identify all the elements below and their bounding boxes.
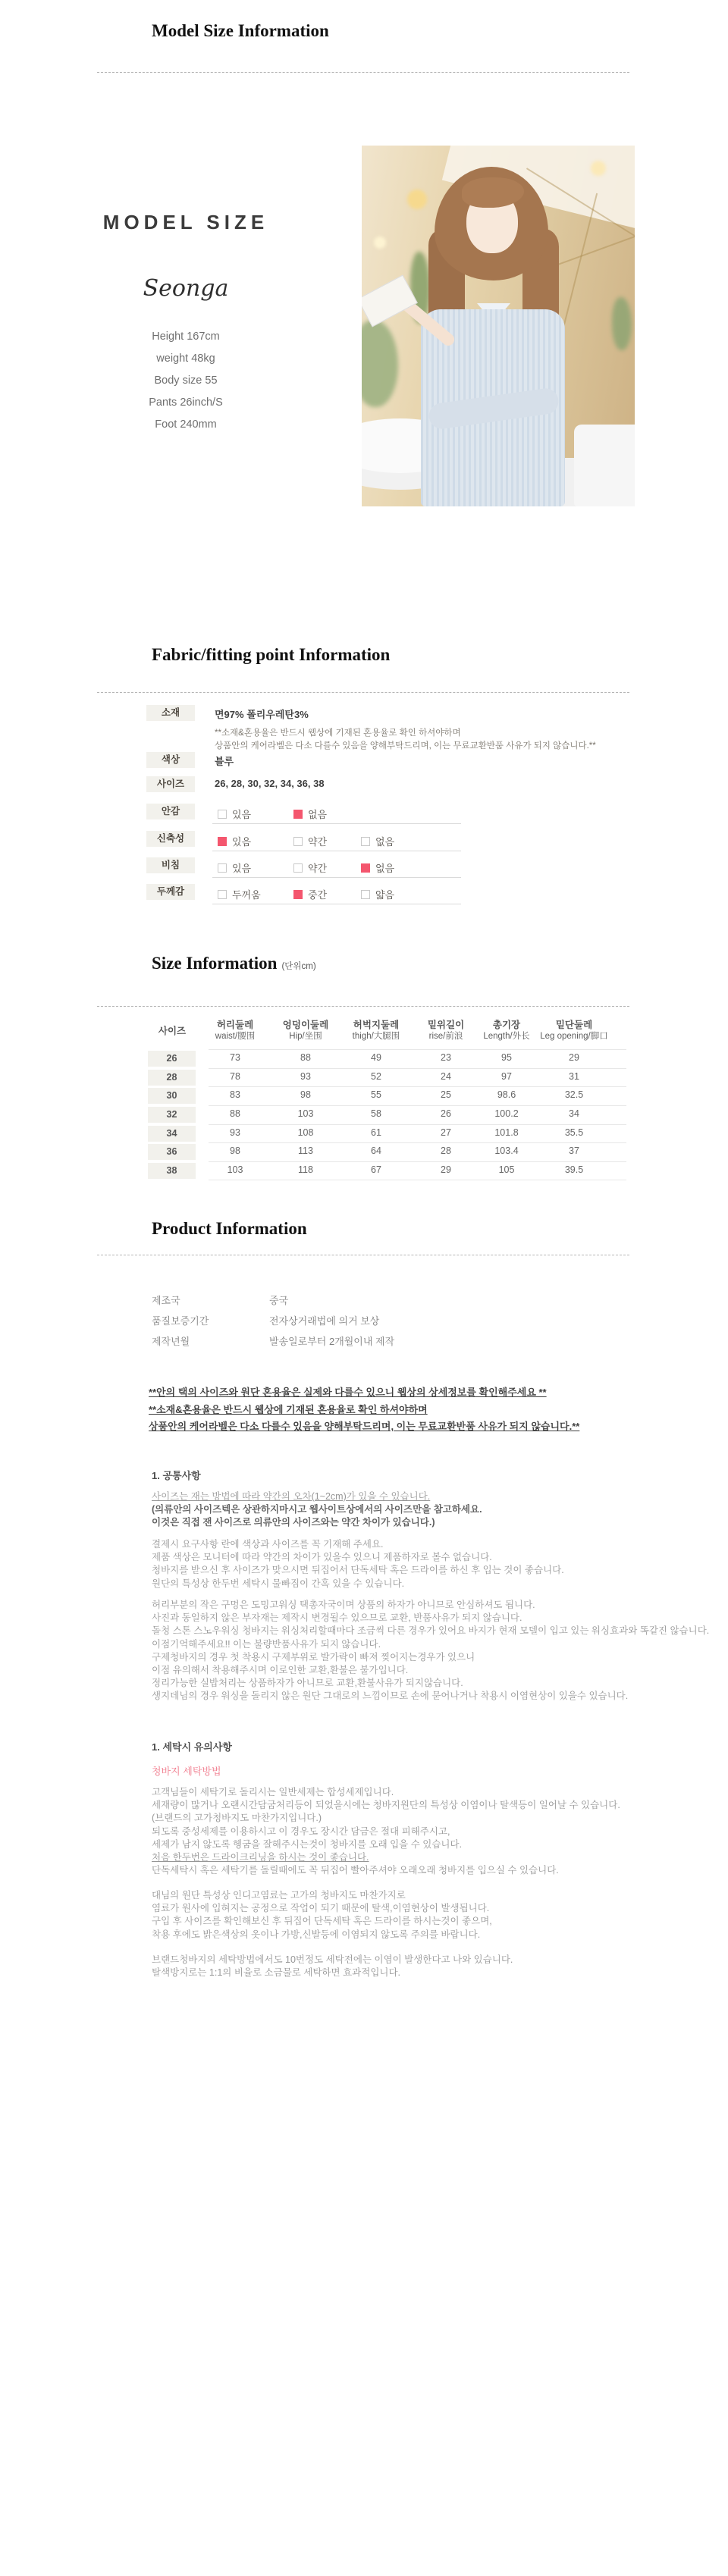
size-cell: 78 [230, 1071, 240, 1082]
fabric-option-label: 있음 [232, 809, 252, 820]
size-cell: 118 [298, 1164, 313, 1175]
section-title-model-size: Model Size Information [152, 21, 329, 40]
size-row-separator [209, 1068, 626, 1069]
size-column-subname: Length/外长 [483, 1032, 530, 1041]
model-stat-line: Height 167cm [152, 331, 220, 343]
size-cell: 95 [501, 1052, 512, 1063]
photo-chair [574, 425, 635, 506]
size-column-name: 엉덩이둘레 [282, 1020, 329, 1030]
size-cell: 98 [230, 1145, 240, 1156]
photo-bokeh-light [591, 161, 606, 176]
note-text-line: 정리가능한 실밥처리는 상품하자가 아니므로 교환,환불사유가 되지않습니다. [152, 1678, 463, 1689]
fabric-option-label: 얇음 [375, 889, 395, 901]
size-cell: 88 [300, 1052, 311, 1063]
checkbox-checked-icon [361, 863, 370, 873]
fabric-row-value: 블루 [215, 756, 234, 767]
product-info-value: 전자상거래법에 의거 보상 [269, 1315, 380, 1327]
size-row-separator [209, 1142, 626, 1143]
note-text-line: 단독세탁시 혹은 세탁기를 돌릴때에도 꼭 뒤집어 빨아주셔야 오래오래 청바지를 입으실 수 있습니다. [152, 1865, 559, 1876]
size-cell: 29 [441, 1164, 451, 1175]
fabric-row-label: 비침 [146, 857, 195, 873]
product-info-label: 제조국 [152, 1295, 180, 1306]
size-column-header [532, 1020, 616, 1042]
fabric-row-value: 면97% 폴리우레탄3% [215, 709, 309, 720]
section-title-product: Product Information [152, 1219, 307, 1238]
note-text-line: 브랜드청바지의 세탁방법에서도 10번정도 세탁전에는 이염이 발생한다고 나와 있습니다. [152, 1954, 513, 1965]
size-cell: 105 [498, 1164, 515, 1175]
fabric-option-label: 약간 [308, 836, 328, 848]
model-name: Seonga [143, 275, 229, 302]
size-column-subname: Leg opening/脚口 [540, 1032, 608, 1041]
model-stat-line: Foot 240mm [155, 418, 217, 431]
size-cell: 25 [441, 1089, 451, 1100]
section-title-fabric: Fabric/fitting point Information [152, 645, 391, 664]
fabric-row-label: 신축성 [146, 831, 195, 847]
fabric-option [361, 887, 394, 901]
size-cell: 26 [441, 1108, 451, 1119]
size-cell: 103.4 [494, 1145, 519, 1156]
fabric-option [218, 807, 251, 821]
warning-line: **소재&혼용율은 반드시 웹상에 기재된 혼용율로 확인 하셔야하며 [149, 1403, 428, 1415]
fabric-option [218, 834, 251, 848]
note-text-line: 대님의 원단 특성상 인디고염료는 고가의 청바지도 마찬가지로 [152, 1890, 406, 1901]
fabric-option [293, 860, 327, 875]
fabric-row-label: 안감 [146, 804, 195, 819]
fabric-option [361, 834, 394, 848]
fabric-row-value: 26, 28, 30, 32, 34, 36, 38 [215, 778, 325, 789]
note-text-line: (의류안의 사이즈텍은 상관하지마시고 웹사이트상에서의 사이즈만을 참고하세요. [152, 1504, 482, 1515]
size-row-label: 34 [148, 1126, 196, 1142]
size-cell: 67 [371, 1164, 381, 1175]
size-cell: 58 [371, 1108, 381, 1119]
size-cell: 37 [569, 1145, 579, 1156]
size-row-label: 38 [148, 1163, 196, 1179]
size-column-subname: thigh/大腿围 [352, 1032, 400, 1041]
size-row-label: 28 [148, 1070, 196, 1086]
note-text-line: 이것은 직접 잰 사이즈로 의류안의 사이즈와는 약간 차이가 있습니다.) [152, 1517, 435, 1528]
size-title-text: Size Information [152, 954, 278, 973]
size-column-name: 허벅지둘레 [353, 1020, 400, 1030]
size-column-name: 허리둘레 [216, 1020, 254, 1030]
size-row-separator [209, 1161, 626, 1162]
checkbox-checked-icon [293, 890, 303, 899]
fabric-row-label: 색상 [146, 752, 195, 768]
note-text-line: 되도록 중성세제를 이용하시고 이 경우도 장시간 담금은 절대 피해주시고, [152, 1825, 450, 1837]
note-text-line: (브랜드의 고가청바지도 마찬가지입니다.) [152, 1813, 322, 1824]
note-text-line: 원단의 특성상 한두번 세탁시 물빠짐이 간혹 있을 수 있습니다. [152, 1578, 405, 1589]
size-row-separator [209, 1086, 626, 1087]
model-stat-line: Pants 26inch/S [149, 396, 223, 409]
common-notes-heading: 1. 공통사항 [152, 1470, 201, 1481]
product-info-label: 품질보증기간 [152, 1315, 209, 1327]
size-column-name: 밑위길이 [427, 1020, 465, 1030]
size-column-subname: rise/前浪 [428, 1032, 463, 1041]
checkbox-unchecked-icon [361, 837, 370, 846]
size-cell: 31 [569, 1071, 579, 1082]
note-text-line: 탈색방지로는 1:1의 비율로 소금물로 세탁하면 효과적입니다. [152, 1967, 401, 1979]
product-info-label: 제작년월 [152, 1336, 190, 1347]
size-cell: 49 [371, 1052, 381, 1063]
fabric-note [215, 727, 596, 752]
size-row-separator [209, 1124, 626, 1125]
size-row-label: 36 [148, 1144, 196, 1160]
size-cell: 88 [230, 1108, 240, 1119]
size-cell: 24 [441, 1071, 451, 1082]
note-text-line: 이점기억해주세요!! 이는 불량반품사유가 되지 않습니다. [152, 1638, 381, 1650]
note-text-line: 구입 후 사이즈를 확인해보신 후 뒤집어 단독세탁 혹은 드라이를 하시는것이 좋으며, [152, 1916, 492, 1927]
size-column-name: 총기장 [492, 1020, 521, 1030]
model-info-column [67, 211, 305, 436]
size-cell: 100.2 [494, 1108, 519, 1119]
checkbox-unchecked-icon [361, 890, 370, 899]
note-text-line: 세재량이 많거나 오랜시간담굼처리등이 되었을시에는 청바지원단의 특성상 이염이나 탈색등이 일어날 수 있습니다. [152, 1800, 620, 1811]
size-cell: 101.8 [494, 1127, 519, 1138]
photo-plant [362, 320, 398, 407]
size-cell: 52 [371, 1071, 381, 1082]
note-text-line: 세제가 남지 않도록 헹굼을 잘해주시는것이 청바지를 오래 입을 수 있습니다. [152, 1838, 463, 1850]
fabric-option-label: 없음 [308, 809, 328, 820]
note-text-line: 생지데님의 경우 워싱을 돌리지 않은 원단 그대로의 느낌이므로 손에 묻어나거나 착용시 이염현상이 있을수 있습니다. [152, 1691, 629, 1702]
size-cell: 83 [230, 1089, 240, 1100]
size-cell: 103 [297, 1108, 314, 1119]
product-info-value: 발송일로부터 2개월이내 제작 [269, 1336, 395, 1347]
warning-line: **안의 택의 사이즈와 원단 혼용율은 실제와 다를수 있으니 웹상의 상세정보를 확인해주세요 ** [149, 1387, 547, 1398]
fabric-option [293, 807, 327, 821]
fabric-option-label: 두꺼움 [232, 889, 261, 901]
fabric-option [293, 834, 327, 848]
size-column-name: 밑단둘레 [555, 1020, 593, 1030]
size-row-separator [209, 1049, 626, 1050]
size-cell: 103 [227, 1164, 243, 1175]
size-cell: 108 [297, 1127, 314, 1138]
size-column-subname: Hip/坐围 [289, 1032, 322, 1041]
photo-magazine [362, 274, 418, 327]
checkbox-unchecked-icon [218, 890, 227, 899]
common-notes-paragraph [152, 1490, 482, 1530]
fabric-note-line: 상품안의 케어라벨은 다소 다를수 있음을 양해부탁드리며, 이는 무료교환반품 사유가 되지 않습니다.** [215, 741, 596, 751]
model-stat-line: Body size 55 [154, 374, 218, 387]
dashed-divider [97, 692, 629, 693]
size-row-label: 30 [148, 1088, 196, 1104]
size-row-label: 26 [148, 1051, 196, 1067]
fabric-option-underline [212, 877, 461, 878]
checkbox-checked-icon [293, 810, 303, 819]
size-column-subname: waist/腰围 [215, 1032, 256, 1041]
size-cell: 29 [569, 1052, 579, 1063]
size-column-name: 사이즈 [158, 1026, 187, 1036]
size-cell: 32.5 [564, 1089, 584, 1100]
fabric-row-label: 사이즈 [146, 776, 195, 792]
photo-plant [612, 297, 632, 350]
size-cell: 35.5 [564, 1127, 584, 1138]
dashed-divider [97, 72, 629, 73]
fabric-option [293, 887, 327, 901]
size-cell: 39.5 [564, 1164, 584, 1175]
size-cell: 93 [300, 1071, 311, 1082]
size-cell: 28 [441, 1145, 451, 1156]
size-cell: 113 [298, 1145, 313, 1156]
note-text-line: 처음 한두번은 드라이크리닝을 하시는 것이 좋습니다. [152, 1851, 369, 1863]
wash-notes-paragraph [152, 1889, 492, 1941]
warning-line: 상품안의 케어라벨은 다소 다를수 있음을 양해부탁드리며, 이는 무료교환반품 사유가 되지 않습니다.** [149, 1421, 580, 1432]
size-cell: 23 [441, 1052, 451, 1063]
size-cell: 93 [230, 1127, 240, 1138]
note-text-line: 돌청 스톤 스노우워싱 청바지는 워싱처리할때마다 조금씩 다른 경우가 있어요 바지가 현재 모델이 입고 있는 워싱효과와 똑같진 않습니다. [152, 1625, 710, 1637]
product-info-value: 중국 [269, 1295, 289, 1306]
note-text-line: 고객님들이 세탁기로 돌리시는 일반세제는 합성세제입니다. [152, 1787, 394, 1797]
model-photo [362, 146, 635, 506]
dashed-divider [97, 1006, 629, 1007]
fabric-option-label: 있음 [232, 836, 252, 848]
wash-notes-paragraph [152, 1786, 620, 1877]
checkbox-unchecked-icon [218, 810, 227, 819]
checkbox-unchecked-icon [293, 863, 303, 873]
size-row-label: 32 [148, 1107, 196, 1123]
size-row-separator [209, 1105, 626, 1106]
size-cell: 61 [371, 1127, 381, 1138]
common-notes-paragraph [152, 1599, 709, 1703]
fabric-note-line: **소재&혼용율은 반드시 웹상에 기재된 혼용율로 확인 하셔야하며 [215, 729, 461, 738]
note-text-line: 염료가 원사에 입혀지는 공정으로 작업이 되기 때문에 탈색,이염현상이 발생됩니다. [152, 1903, 490, 1914]
checkbox-checked-icon [218, 837, 227, 846]
fabric-option-underline [212, 823, 461, 824]
checkbox-unchecked-icon [293, 837, 303, 846]
note-text-line: 사이즈는 재는 방법에 따라 약간의 오차(1~2cm)가 있을 수 있습니다. [152, 1491, 431, 1502]
fabric-option-label: 없음 [375, 863, 395, 874]
model-size-heading: MODEL SIZE [102, 211, 269, 233]
photo-bokeh-light [374, 237, 386, 249]
photo-beam [560, 193, 598, 341]
checkbox-unchecked-icon [218, 863, 227, 873]
photo-bokeh-light [407, 190, 427, 209]
size-cell: 73 [230, 1052, 240, 1063]
note-text-line: 청바지를 받으신 후 사이즈가 맞으시면 뒤집어서 단독세탁 혹은 드라이를 하신 후 입는 것이 좋습니다. [152, 1565, 564, 1576]
fabric-option [361, 860, 394, 875]
wash-notes-heading: 1. 세탁시 유의사항 [152, 1741, 232, 1753]
size-unit-label: (단위cm) [281, 962, 316, 971]
model-stats [67, 326, 305, 436]
fabric-option [218, 887, 261, 901]
size-cell: 64 [371, 1145, 381, 1156]
size-cell: 55 [371, 1089, 381, 1100]
fabric-row-label: 소재 [146, 705, 195, 721]
common-notes-paragraph [152, 1538, 564, 1590]
fabric-option-label: 약간 [308, 863, 328, 874]
model-stat-line: weight 48kg [156, 353, 215, 365]
size-cell: 27 [441, 1127, 451, 1138]
section-title-size [152, 954, 316, 973]
note-text-line: 착용 후에도 밝은색상의 옷이나 가방,신발등에 이염되지 않도록 주의를 바랍니다. [152, 1929, 481, 1940]
note-text-line: 결제시 요구사항 란에 색상과 사이즈를 꼭 기재해 주세요. [152, 1539, 384, 1550]
size-cell: 98 [300, 1089, 311, 1100]
fabric-option-label: 있음 [232, 863, 252, 874]
size-cell: 97 [501, 1071, 512, 1082]
fabric-option-label: 중간 [308, 889, 328, 901]
fabric-option-label: 없음 [375, 836, 395, 848]
note-text-line: 허리부분의 작은 구멍은 도밍고워싱 택총자국이며 상품의 하자가 아니므로 안심하셔도 됩니다. [152, 1600, 535, 1610]
fabric-option [218, 860, 251, 875]
note-text-line: 사진과 동일하지 않은 부자재는 제작시 변경될수 있으므로 교환, 반품사유가 되지 않습니다. [152, 1612, 522, 1624]
size-cell: 98.6 [497, 1089, 516, 1100]
note-text-line: 구제청바지의 경우 첫 착용시 구제부위로 발가락이 빠져 찢어지는경우가 있으니 [152, 1651, 475, 1662]
wash-method-subheading: 청바지 세탁방법 [152, 1766, 221, 1777]
note-text-line: 제품 색상은 모니터에 따라 약간의 차이가 있을수 있으니 제품하자로 볼수 없습니다. [152, 1552, 492, 1563]
note-text-line: 이점 유의해서 착용해주시며 이로인한 교환,환불은 불가입니다. [152, 1664, 409, 1675]
size-cell: 34 [569, 1108, 579, 1119]
fabric-row-label: 두께감 [146, 884, 195, 900]
wash-notes-paragraph [152, 1954, 513, 1979]
